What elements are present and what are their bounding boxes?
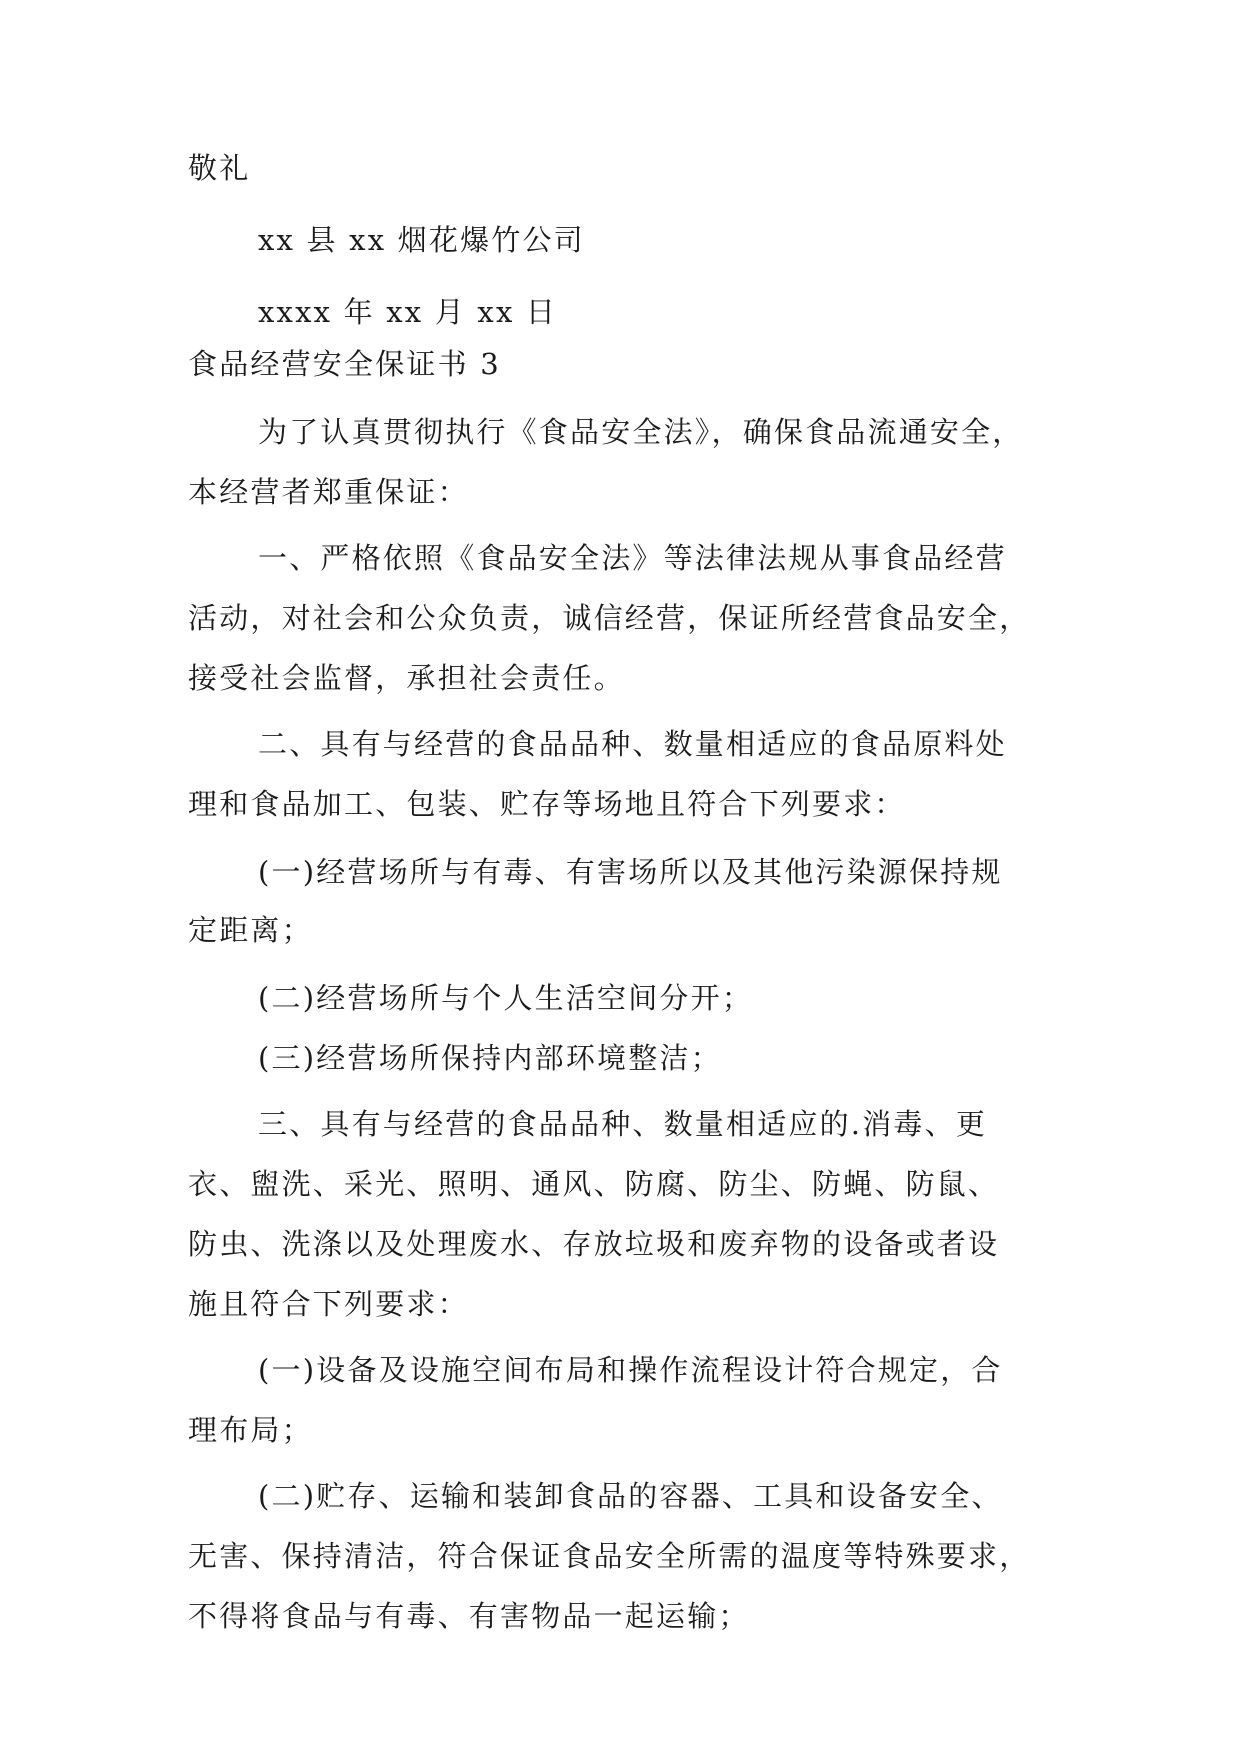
paragraph-line: 三、具有与经营的食品品种、数量相适应的.消毒、更 [258,1107,988,1141]
paragraph-line: 为了认真贯彻执行《食品安全法》，确保食品流通安全， [258,415,1024,449]
paragraph-line: 衣、盥洗、采光、照明、通风、防腐、防尘、防蝇、防鼠、 [188,1167,1000,1201]
paragraph-line: 防虫、洗涤以及处理废水、存放垃圾和废弃物的设备或者设 [188,1227,1000,1261]
paragraph-line: 本经营者郑重保证： [188,475,469,509]
paragraph-line: (三)经营场所保持内部环境整洁； [258,1041,722,1075]
paragraph-line: 二、具有与经营的食品品种、数量相适应的食品原料处 [258,727,1007,761]
paragraph-line: 施且符合下列要求： [188,1287,469,1321]
paragraph-line: (二)贮存、运输和装卸食品的容器、工具和设备安全、 [258,1479,1003,1513]
paragraph-line: 一、严格依照《食品安全法》等法律法规从事食品经营 [258,541,1007,575]
paragraph-line: 无害、保持清洁，符合保证食品安全所需的温度等特殊要求， [188,1539,1031,1573]
paragraph-line: 定距离； [188,913,313,947]
signature-date: xxxx 年 xx 月 xx 日 [258,295,558,329]
signature-company: xx 县 xx 烟花爆竹公司 [258,223,585,257]
section-title: 食品经营安全保证书 3 [188,347,501,381]
closing-salutation: 敬礼 [188,151,251,185]
paragraph-line: 活动，对社会和公众负责，诚信经营，保证所经营食品安全， [188,601,1031,635]
paragraph-line: 接受社会监督，承担社会责任。 [188,661,625,695]
paragraph-line: 理和食品加工、包装、贮存等场地且符合下列要求： [188,787,906,821]
paragraph-line: 不得将食品与有毒、有害物品一起运输； [188,1599,750,1633]
paragraph-line: (二)经营场所与个人生活空间分开； [258,981,754,1015]
paragraph-line: 理布局； [188,1413,313,1447]
paragraph-line: (一)经营场所与有毒、有害场所以及其他污染源保持规 [258,855,1003,889]
paragraph-line: (一)设备及设施空间布局和操作流程设计符合规定，合 [258,1353,1003,1387]
